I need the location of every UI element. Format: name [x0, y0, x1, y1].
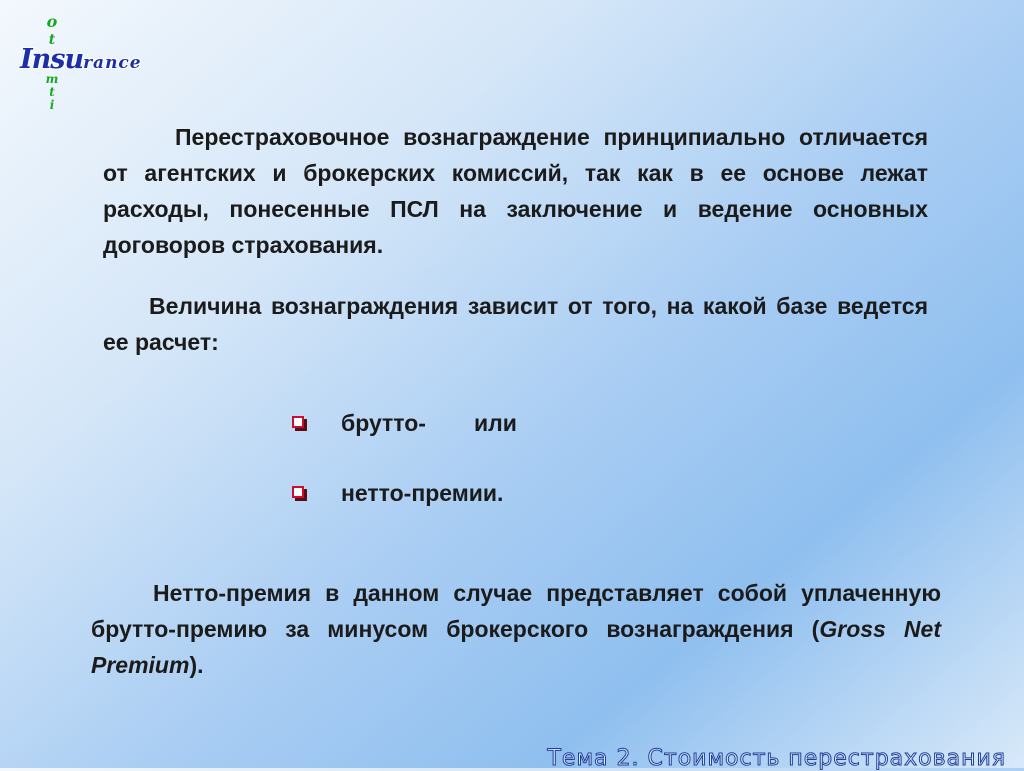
logo-word-big: Insu: [20, 44, 84, 75]
logo-letter: m: [45, 72, 59, 86]
logo-letter: o: [46, 12, 58, 31]
paragraph-net-premium: [91, 575, 941, 683]
logo-word: [20, 44, 142, 75]
logo-letter: t: [48, 32, 56, 48]
gross-net-premium-term: Gross Net Premium: [91, 616, 941, 678]
paragraph-basis: Величина вознаграждения зависит от того, на какой базе ведется ее расчет:: [103, 293, 928, 355]
bullet-item: [292, 478, 503, 508]
bullet-text: нетто-премии.: [341, 480, 504, 506]
net-premium-end: ).: [189, 652, 204, 678]
square-bullet-icon: [292, 416, 307, 431]
bullet-text: брутто-: [341, 410, 426, 436]
square-bullet-icon: [292, 486, 307, 501]
logo-letter: t: [49, 85, 55, 99]
insurance-logo: [18, 12, 148, 112]
slide-footer-topic: Тема 2. Стоимость перестрахования: [547, 746, 1006, 771]
net-premium-text: Нетто-премия в данном случае представляет собой уплаченную брутто-премию за минусом брокерского вознаграждения (: [91, 580, 941, 642]
bullet-suffix: или: [473, 410, 517, 436]
paragraph-intro: Перестраховочное вознаграждение принципиально отличается от агентских и брокерских комиссий, так как в ее основе лежат расходы, понесенные ПСЛ на заключение и ведение основных договоров страхования.: [103, 124, 928, 258]
logo-letter: i: [49, 98, 55, 112]
bullet-item: [292, 408, 517, 438]
logo-word-small: rance: [83, 53, 142, 73]
